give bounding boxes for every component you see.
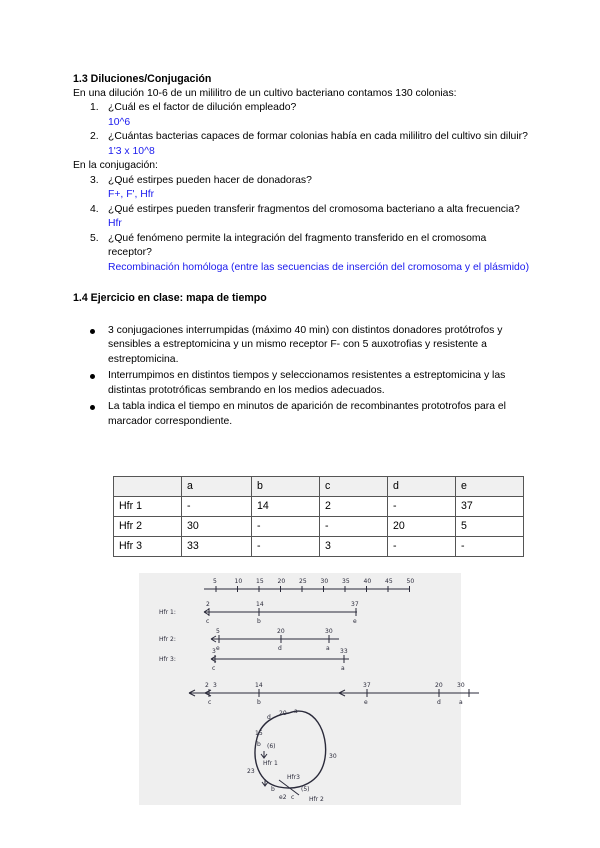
table-cell: 3 bbox=[320, 537, 388, 557]
table-header-cell: a bbox=[182, 477, 252, 497]
time-map-table bbox=[113, 476, 524, 557]
svg-text:Hfr 3:: Hfr 3: bbox=[159, 656, 176, 663]
svg-text:(6): (6) bbox=[267, 743, 276, 750]
svg-text:30: 30 bbox=[457, 682, 465, 689]
svg-text:33: 33 bbox=[340, 648, 348, 655]
table-cell: 2 bbox=[320, 497, 388, 517]
svg-text:c: c bbox=[212, 665, 216, 672]
svg-text:15: 15 bbox=[256, 578, 264, 585]
question-text: ¿Qué fenómeno permite la integración del fragmento transferido en el cromosoma receptor? bbox=[108, 232, 487, 258]
bullet-dot-icon bbox=[90, 374, 95, 379]
svg-text:20: 20 bbox=[435, 682, 443, 689]
table-cell: Hfr 1 bbox=[114, 497, 182, 517]
table-header-cell: d bbox=[388, 477, 456, 497]
table-header-cell bbox=[114, 477, 182, 497]
question-number: 1. bbox=[90, 102, 99, 113]
svg-text:45: 45 bbox=[385, 578, 393, 585]
question-item bbox=[73, 101, 533, 130]
table-header-row bbox=[114, 477, 524, 497]
table-cell: 20 bbox=[388, 517, 456, 537]
table-cell: - bbox=[252, 537, 320, 557]
svg-text:e: e bbox=[216, 645, 220, 652]
table-cell: Hfr 2 bbox=[114, 517, 182, 537]
svg-text:Hfr 1:: Hfr 1: bbox=[159, 609, 176, 616]
svg-text:20: 20 bbox=[277, 628, 285, 635]
svg-text:30: 30 bbox=[320, 578, 329, 585]
table-cell: - bbox=[456, 537, 524, 557]
svg-text:30: 30 bbox=[329, 753, 337, 760]
svg-text:5: 5 bbox=[216, 628, 220, 635]
table-cell: 37 bbox=[456, 497, 524, 517]
svg-text:e: e bbox=[353, 618, 357, 625]
table-header-cell: c bbox=[320, 477, 388, 497]
bullet-item bbox=[73, 400, 533, 429]
table-row bbox=[114, 497, 524, 517]
answer-text: F+, F', Hfr bbox=[108, 189, 155, 200]
table-cell: Hfr 3 bbox=[114, 537, 182, 557]
question-number: 3. bbox=[90, 174, 99, 186]
svg-text:e2: e2 bbox=[279, 794, 287, 801]
section-1-3-intro: En una dilución 10-6 de un mililitro de un cultivo bacteriano contamos 130 colonias: bbox=[73, 87, 457, 99]
svg-text:37: 37 bbox=[351, 601, 359, 608]
svg-text:3: 3 bbox=[212, 648, 216, 655]
svg-text:a: a bbox=[459, 699, 463, 706]
table-cell: - bbox=[320, 517, 388, 537]
svg-text:a: a bbox=[294, 708, 298, 715]
table-cell: - bbox=[388, 497, 456, 517]
question-list-a bbox=[73, 101, 533, 159]
question-number: 4. bbox=[90, 203, 99, 215]
svg-text:5: 5 bbox=[213, 578, 217, 585]
table-row bbox=[114, 537, 524, 557]
section-1-4-title: 1.4 Ejercicio en clase: mapa de tiempo bbox=[73, 292, 267, 304]
question-list-b bbox=[73, 174, 533, 276]
svg-text:b: b bbox=[271, 786, 275, 793]
question-text: ¿Cuál es el factor de dilución empleado? bbox=[108, 102, 297, 113]
table-cell: - bbox=[182, 497, 252, 517]
svg-text:Hfr 2:: Hfr 2: bbox=[159, 636, 176, 643]
table-cell: 5 bbox=[456, 517, 524, 537]
table-header-cell: b bbox=[252, 477, 320, 497]
svg-text:(5): (5) bbox=[301, 786, 310, 793]
svg-text:Hfr3: Hfr3 bbox=[287, 774, 300, 781]
svg-text:15: 15 bbox=[255, 730, 263, 737]
table-header-cell: e bbox=[456, 477, 524, 497]
question-text: ¿Cuántas bacterias capaces de formar colonias había en cada mililitro del cultivo sin diluir? bbox=[108, 131, 528, 142]
answer-text: Recombinación homóloga (entre las secuencias de inserción del cromosoma y el plásmido) bbox=[108, 261, 530, 273]
question-item bbox=[73, 203, 533, 232]
svg-text:c: c bbox=[291, 794, 295, 801]
question-number: 2. bbox=[90, 131, 99, 142]
svg-text:20: 20 bbox=[279, 710, 287, 717]
table-cell: 30 bbox=[182, 517, 252, 537]
bullet-dot-icon bbox=[90, 329, 95, 334]
bullet-text: Interrumpimos en distintos tiempos y seleccionamos resistentes a estreptomicina y las distintas prototróficas sembrando en los medios adecuados. bbox=[108, 370, 506, 396]
svg-text:2: 2 bbox=[205, 682, 209, 689]
svg-text:40: 40 bbox=[363, 578, 372, 585]
svg-text:35: 35 bbox=[342, 578, 350, 585]
svg-text:a: a bbox=[326, 645, 330, 652]
section-1-3-title: 1.3 Diluciones/Conjugación bbox=[73, 73, 212, 85]
bullet-list bbox=[73, 324, 533, 430]
question-item bbox=[73, 130, 533, 159]
svg-text:d: d bbox=[278, 645, 282, 652]
svg-text:3: 3 bbox=[213, 682, 217, 689]
bullet-dot-icon bbox=[90, 405, 95, 410]
answer-text: 1'3 x 10^8 bbox=[108, 145, 155, 157]
question-number: 5. bbox=[90, 232, 99, 244]
svg-text:37: 37 bbox=[363, 682, 371, 689]
table-cell: - bbox=[252, 517, 320, 537]
bullet-item bbox=[73, 324, 533, 368]
question-item bbox=[73, 232, 533, 276]
table-cell: 14 bbox=[252, 497, 320, 517]
svg-text:a: a bbox=[341, 665, 345, 672]
document-content bbox=[73, 72, 533, 429]
svg-text:2: 2 bbox=[206, 601, 210, 608]
svg-text:d: d bbox=[437, 699, 441, 706]
svg-text:23: 23 bbox=[247, 768, 255, 775]
svg-text:d: d bbox=[267, 714, 271, 721]
question-item bbox=[73, 174, 533, 203]
answer-text: Hfr bbox=[108, 218, 122, 229]
table-cell: 33 bbox=[182, 537, 252, 557]
conjugation-label: En la conjugación: bbox=[73, 160, 158, 171]
handdrawn-time-map-image bbox=[139, 573, 465, 805]
svg-text:10: 10 bbox=[234, 578, 243, 585]
table-row bbox=[114, 517, 524, 537]
svg-text:c: c bbox=[206, 618, 210, 625]
svg-text:Hfr 2: Hfr 2 bbox=[309, 796, 324, 803]
bullet-text: 3 conjugaciones interrumpidas (máximo 40 min) con distintos donadores protótrofos y sensibles a estreptomicina y un mismo receptor F- con 5 auxotrofias y resistente a estreptomicina. bbox=[108, 324, 503, 365]
svg-text:14: 14 bbox=[256, 601, 264, 608]
table-cell: - bbox=[388, 537, 456, 557]
svg-text:20: 20 bbox=[277, 578, 286, 585]
svg-text:b: b bbox=[257, 699, 261, 706]
svg-text:50: 50 bbox=[406, 578, 415, 585]
question-text: ¿Qué estirpes pueden transferir fragmentos del cromosoma bacteriano a alta frecuencia? bbox=[108, 203, 520, 215]
question-text: ¿Qué estirpes pueden hacer de donadoras? bbox=[108, 174, 312, 186]
svg-text:14: 14 bbox=[255, 682, 263, 689]
svg-text:Hfr 1: Hfr 1 bbox=[263, 760, 278, 767]
answer-text: 10^6 bbox=[108, 116, 131, 128]
bullet-item bbox=[73, 369, 533, 398]
svg-text:b: b bbox=[257, 618, 261, 625]
svg-text:30: 30 bbox=[325, 628, 333, 635]
svg-text:b: b bbox=[257, 741, 261, 748]
svg-text:c: c bbox=[208, 699, 212, 706]
bullet-text: La tabla indica el tiempo en minutos de aparición de recombinantes prototrofos para el marcador correspondiente. bbox=[108, 401, 506, 427]
svg-text:e: e bbox=[364, 699, 368, 706]
svg-text:25: 25 bbox=[299, 578, 307, 585]
